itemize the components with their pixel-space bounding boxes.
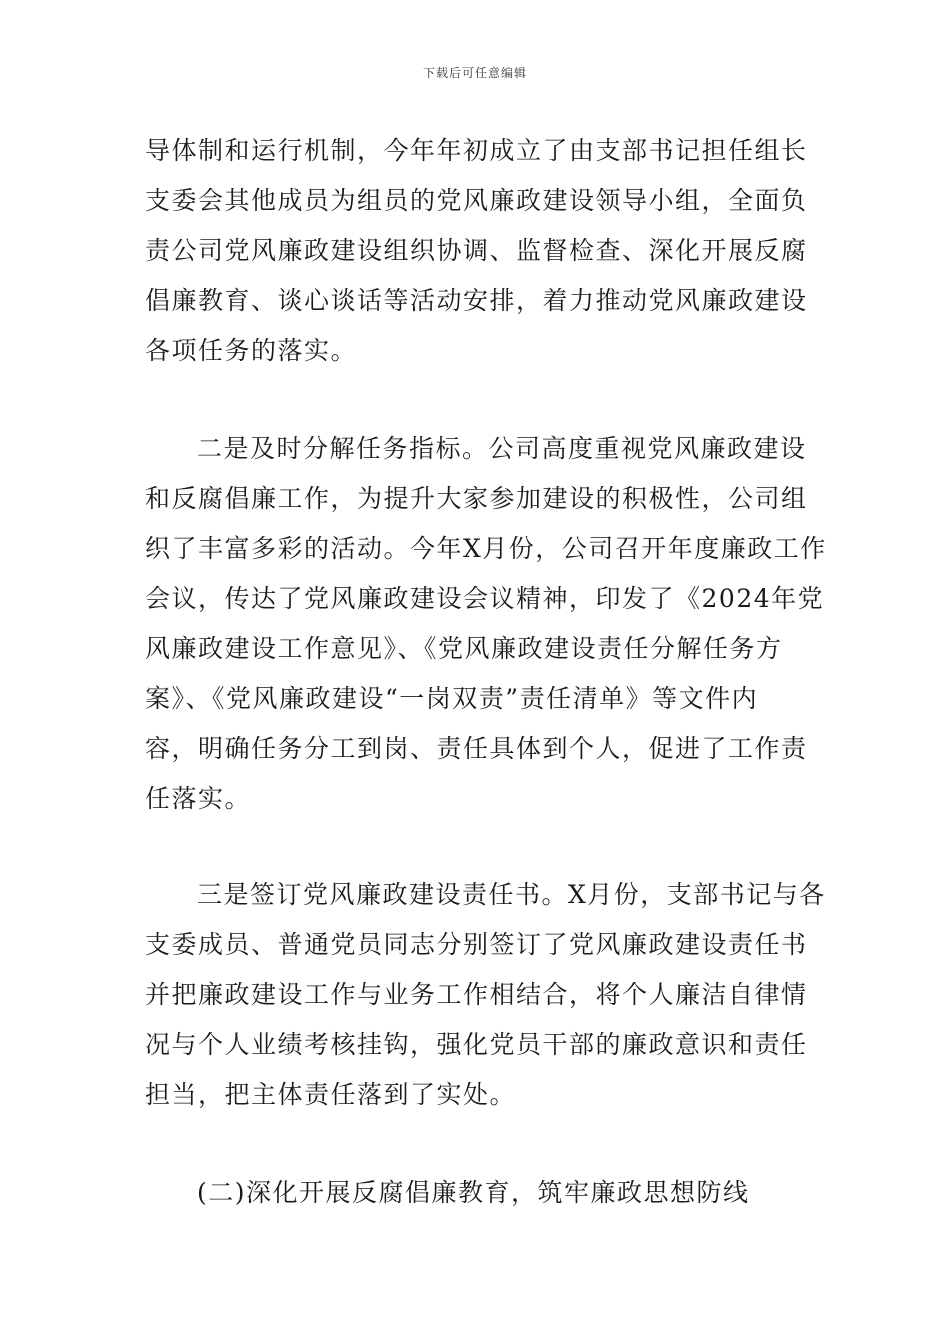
text-line: 倡廉教育、谈心谈话等活动安排，着力推动党风廉政建设 [145, 286, 808, 315]
text-line: 三是签订党风廉政建设责任书。X月份，支部书记与各 [197, 880, 826, 909]
text-line: 况与个人业绩考核挂钩，强化党员干部的廉政意识和责任 [145, 1030, 808, 1059]
text-line: 支委成员、普通党员同志分别签订了党风廉政建设责任书 [145, 930, 808, 959]
paragraph-leadership [145, 126, 815, 376]
text-line: 和反腐倡廉工作，为提升大家参加建设的积极性，公司组 [145, 484, 808, 513]
text-line: 会议，传达了党风廉政建设会议精神，印发了《2024年党 [145, 584, 825, 613]
text-line: 织了丰富多彩的活动。今年X月份，公司召开年度廉政工作 [145, 534, 827, 563]
text-line: 容，明确任务分工到岗、责任具体到个人，促进了工作责 [145, 734, 808, 763]
text-line: 各项任务的落实。 [145, 336, 358, 365]
text-line: 风廉政建设工作意见》、《党风廉政建设责任分解任务方 [145, 634, 783, 663]
text-line: 任落实。 [145, 784, 252, 813]
text-line: 并把廉政建设工作与业务工作相结合，将个人廉洁自律情 [145, 980, 808, 1009]
paragraph-task-breakdown [145, 424, 827, 824]
paragraph-responsibility [145, 870, 826, 1120]
text-line: 案》、《党风廉政建设“一岗双责”责任清单》等文件内 [145, 684, 759, 713]
text-line: 二是及时分解任务指标。公司高度重视党风廉政建设 [197, 434, 807, 463]
section-heading [145, 1168, 815, 1218]
text-line: 担当，把主体责任落到了实处。 [145, 1080, 517, 1109]
page-header: 下载后可任意编辑 [422, 66, 527, 80]
text-line: 导体制和运行机制，今年年初成立了由支部书记担任组长 [145, 136, 808, 165]
text-line: 支委会其他成员为组员的党风廉政建设领导小组，全面负 [145, 186, 808, 215]
text-line: 责公司党风廉政建设组织协调、监督检查、深化开展反腐 [145, 236, 808, 265]
text-line: (二)深化开展反腐倡廉教育，筑牢廉政思想防线 [197, 1178, 750, 1207]
